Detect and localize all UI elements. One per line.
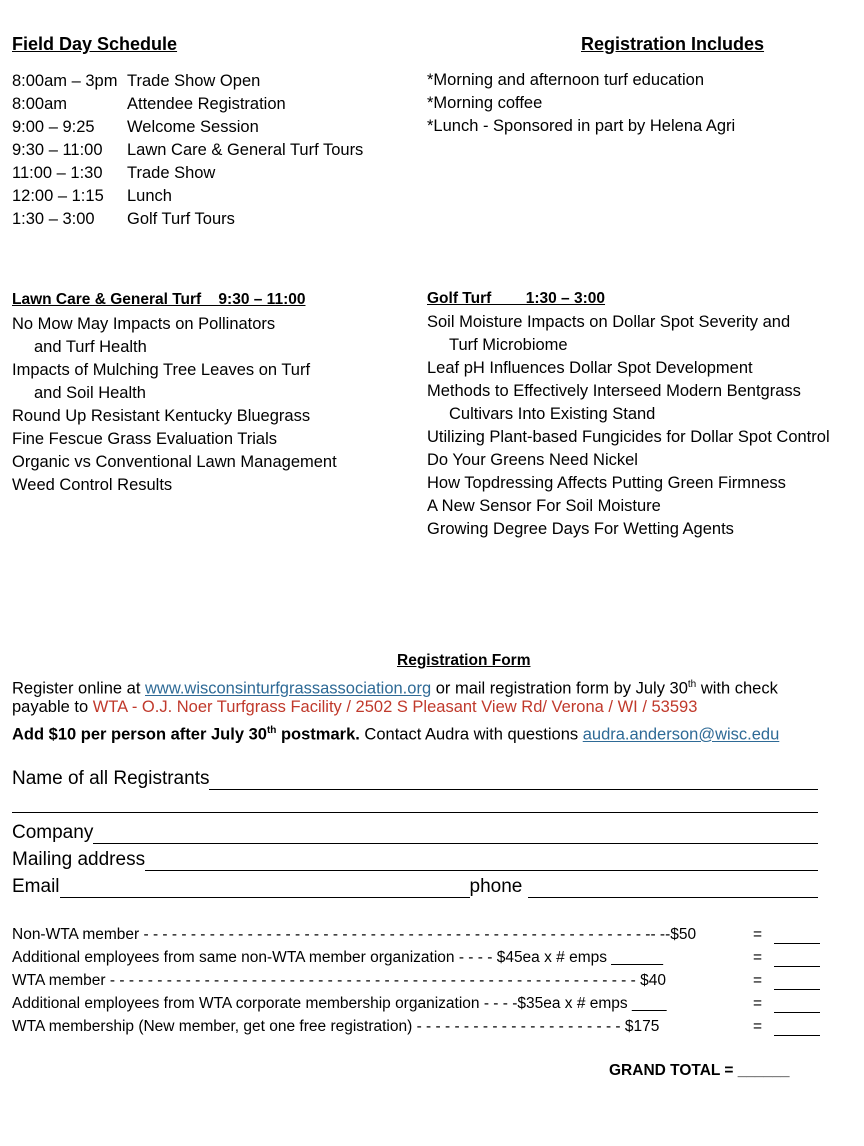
fee-label: Additional employees from same non-WTA member organization - - - - $45ea x # emps ______ [12, 949, 664, 966]
schedule-row [12, 139, 363, 162]
mail-text: or mail registration form by July 30 [431, 679, 688, 698]
golf-topic: Turf Microbiome [449, 336, 568, 354]
lawn-topic: and Turf Health [34, 338, 147, 356]
schedule-event: Lunch [127, 187, 172, 205]
golf-topic: Leaf pH Influences Dollar Spot Development [427, 359, 753, 377]
form-line-2 [12, 696, 697, 719]
fee-amount-blank[interactable] [774, 996, 820, 1013]
lawn-list [12, 313, 337, 497]
email-link[interactable]: audra.anderson@wisc.edu [582, 725, 780, 744]
schedule-event: Trade Show Open [127, 72, 261, 90]
fee-label: WTA member - - - - - - - - - - - - - - - - - - - - - - - - - - - - - - - - - - - - - - - - - - - - - - - - - - - - - - - - $40 [12, 972, 666, 989]
payable-text: payable to [12, 698, 93, 716]
golf-topic: How Topdressing Affects Putting Green Firmness [427, 474, 786, 492]
schedule-event: Welcome Session [127, 118, 259, 136]
fee-equals: = [752, 949, 762, 966]
contact-text: Contact Audra with questions [359, 725, 583, 744]
fee-row [12, 990, 820, 1013]
schedule-row [12, 185, 363, 208]
registrants-line[interactable] [209, 769, 818, 790]
schedule-event: Lawn Care & General Turf Tours [127, 141, 364, 159]
company-label: Company [12, 822, 94, 843]
schedule-time: 9:00 – 9:25 [12, 118, 95, 136]
mailing-line[interactable] [145, 850, 818, 871]
lawn-topic: and Soil Health [34, 384, 146, 402]
lawn-topic: Organic vs Conventional Lawn Management [12, 453, 337, 471]
th-sup: th [687, 679, 697, 690]
lawn-topic: No Mow May Impacts on Pollinators [12, 315, 276, 333]
website-link[interactable]: www.wisconsinturfgrassassociation.org [145, 679, 432, 698]
schedule-row [12, 93, 363, 116]
includes-heading: Registration Includes [581, 34, 765, 54]
late-fee-text: Add $10 per person after July 30 [12, 725, 267, 744]
schedule-event: Golf Turf Tours [127, 210, 235, 228]
golf-list [427, 311, 830, 541]
fee-label: WTA membership (New member, get one free registration) - - - - - - - - - - - - - - - - - - - - - - $175 [12, 1018, 660, 1035]
includes-item: *Lunch - Sponsored in part by Helena Agri [427, 117, 736, 135]
fee-equals: = [752, 1018, 762, 1035]
form-line-3 [12, 719, 779, 747]
schedule-row [12, 116, 363, 139]
th-sup-2: th [266, 725, 277, 736]
fee-row [12, 967, 820, 990]
golf-topic: Soil Moisture Impacts on Dollar Spot Severity and [427, 313, 791, 331]
phone-label: phone [469, 876, 523, 897]
schedule-time: 9:30 – 11:00 [12, 141, 103, 159]
schedule-row [12, 208, 363, 231]
lawn-topic: Impacts of Mulching Tree Leaves on Turf [12, 361, 311, 379]
fee-equals: = [752, 995, 762, 1012]
schedule-row [12, 70, 363, 93]
fee-list [12, 921, 820, 1036]
with-check-text: with check [696, 679, 778, 698]
golf-heading: Golf Turf 1:30 – 3:00 [427, 290, 606, 307]
schedule-time: 11:00 – 1:30 [12, 164, 103, 182]
includes-item: *Morning coffee [427, 94, 543, 112]
schedule-time: 8:00am [12, 95, 68, 113]
schedule-row [12, 162, 363, 185]
email-line[interactable] [60, 877, 470, 898]
schedule-event: Attendee Registration [127, 95, 286, 113]
lawn-topic: Round Up Resistant Kentucky Bluegrass [12, 407, 311, 425]
form-heading: Registration Form [397, 652, 531, 669]
fee-row [12, 921, 820, 944]
lawn-topic: Fine Fescue Grass Evaluation Trials [12, 430, 278, 448]
email-phone-row [12, 872, 818, 898]
grand-total: GRAND TOTAL = ______ [609, 1062, 790, 1079]
fee-row [12, 1013, 820, 1036]
includes-item: *Morning and afternoon turf education [427, 71, 705, 89]
schedule-time: 12:00 – 1:15 [12, 187, 104, 205]
fee-amount-blank[interactable] [774, 950, 820, 967]
company-field[interactable] [12, 818, 818, 844]
golf-topic: Methods to Effectively Interseed Modern Bentgrass [427, 382, 801, 400]
registrants-line-2[interactable] [12, 812, 818, 813]
mailing-field[interactable] [12, 845, 818, 871]
mailing-label: Mailing address [12, 849, 146, 870]
golf-topic: Utilizing Plant-based Fungicides for Dollar Spot Control [427, 428, 830, 446]
schedule-event: Trade Show [127, 164, 216, 182]
fee-label: Additional employees from WTA corporate membership organization - - - -$35ea x # emps ____ [12, 995, 667, 1012]
company-line[interactable] [93, 823, 818, 844]
email-label: Email [12, 876, 60, 897]
fee-row [12, 944, 820, 967]
fee-amount-blank[interactable] [774, 973, 820, 990]
schedule-list [12, 70, 363, 231]
golf-topic: Do Your Greens Need Nickel [427, 451, 638, 469]
schedule-time: 1:30 – 3:00 [12, 210, 95, 228]
golf-topic: A New Sensor For Soil Moisture [427, 497, 661, 515]
registrants-label: Name of all Registrants [12, 768, 210, 789]
payable-address: WTA - O.J. Noer Turfgrass Facility / 2502 S Pleasant View Rd/ Verona / WI / 53593 [92, 698, 698, 716]
postmark-text: postmark. [276, 725, 360, 744]
lawn-heading: Lawn Care & General Turf 9:30 – 11:00 [12, 291, 306, 308]
schedule-heading: Field Day Schedule [12, 34, 178, 54]
golf-topic: Cultivars Into Existing Stand [449, 405, 656, 423]
fee-amount-blank[interactable] [774, 1019, 820, 1036]
schedule-time: 8:00am – 3pm [12, 72, 118, 90]
registrants-field[interactable] [12, 764, 818, 790]
lawn-topic: Weed Control Results [12, 476, 173, 494]
fee-label: Non-WTA member - - - - - - - - - - - - - - - - - - - - - - - - - - - - - - - - - - - - - - - - - - - - - - - - - - - - - -- --$50 [12, 926, 697, 943]
fee-equals: = [752, 926, 762, 943]
fee-equals: = [752, 972, 762, 989]
phone-line[interactable] [528, 877, 818, 898]
includes-list [427, 69, 735, 138]
golf-topic: Growing Degree Days For Wetting Agents [427, 520, 734, 538]
register-online-text: Register online at [12, 679, 145, 698]
fee-amount-blank[interactable] [774, 927, 820, 944]
